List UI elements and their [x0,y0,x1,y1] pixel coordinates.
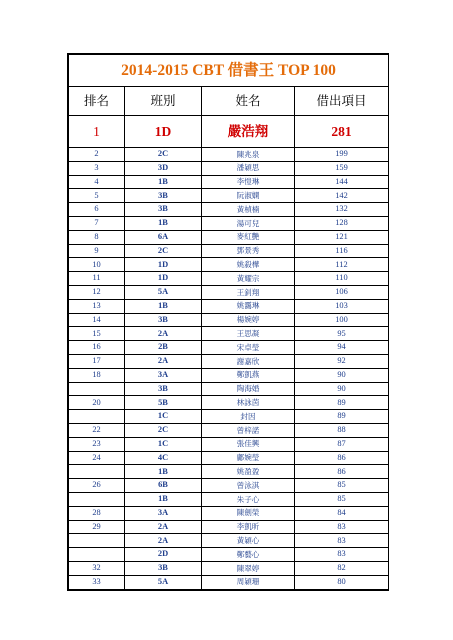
count-cell: 106 [295,285,389,299]
count-cell: 128 [295,216,389,230]
class-cell: 3B [125,313,202,327]
rank-cell: 14 [69,313,125,327]
name-cell: 謝嘉欣 [202,354,295,368]
table-row [69,313,389,327]
name-cell: 姚盈盈 [202,465,295,479]
class-cell: 2D [125,548,202,562]
name-cell: 封因 [202,410,295,424]
table-row [69,299,389,313]
name-cell: 黃穎心 [202,534,295,548]
name-cell: 宋卓瑩 [202,341,295,355]
table-row [69,244,389,258]
rank-cell [69,492,125,506]
count-cell: 85 [295,479,389,493]
count-cell: 90 [295,368,389,382]
class-cell: 2B [125,341,202,355]
name-cell: 陳兆泉 [202,148,295,162]
table-row [69,437,389,451]
count-cell: 90 [295,382,389,396]
column-header-name: 姓名 [202,87,295,116]
rank-cell: 11 [69,272,125,286]
class-cell: 1B [125,492,202,506]
name-cell: 楊婉婷 [202,313,295,327]
count-cell: 86 [295,451,389,465]
rank-cell [69,534,125,548]
name-cell: 張佳興 [202,437,295,451]
table-row [69,451,389,465]
rank-cell: 26 [69,479,125,493]
table-row [69,285,389,299]
rank-cell: 9 [69,244,125,258]
name-cell: 姚靄琳 [202,299,295,313]
table-row [69,465,389,479]
class-cell: 2C [125,423,202,437]
rank-cell: 7 [69,216,125,230]
name-cell: 湯可兒 [202,216,295,230]
top-reader-row [69,116,389,148]
table-row [69,479,389,493]
class-cell: 1D [125,258,202,272]
count-cell: 199 [295,148,389,162]
rank-cell: 33 [69,575,125,589]
rank-cell: 24 [69,451,125,465]
table-row [69,230,389,244]
class-cell: 5B [125,396,202,410]
name-cell: 姚殺樺 [202,258,295,272]
rank-cell: 10 [69,258,125,272]
count-cell: 80 [295,575,389,589]
column-header-count: 借出項目 [295,87,389,116]
name-cell: 曾泳淇 [202,479,295,493]
class-cell: 3A [125,506,202,520]
name-cell: 陶海婚 [202,382,295,396]
table-row [69,382,389,396]
rank-cell: 15 [69,327,125,341]
header-row [69,87,389,116]
name-cell: 阮淑嫻 [202,189,295,203]
class-cell: 3B [125,561,202,575]
class-cell: 4C [125,451,202,465]
count-cell: 110 [295,272,389,286]
rank-cell: 23 [69,437,125,451]
class-cell: 2C [125,244,202,258]
count-cell: 83 [295,520,389,534]
table-row [69,175,389,189]
count-cell: 83 [295,534,389,548]
rank-cell: 28 [69,506,125,520]
table-row [69,548,389,562]
rank-cell: 22 [69,423,125,437]
class-cell: 2A [125,520,202,534]
name-cell: 李凱昕 [202,520,295,534]
rank-cell: 20 [69,396,125,410]
count-cell: 94 [295,341,389,355]
count-cell: 142 [295,189,389,203]
class-cell: 2A [125,534,202,548]
name-cell: 潘穎思 [202,161,295,175]
name-cell: 王釗翔 [202,285,295,299]
table-row [69,203,389,217]
name-cell: 鄧景秀 [202,244,295,258]
name-cell: 李愷琳 [202,175,295,189]
class-cell: 1B [125,216,202,230]
name-cell: 陳翠婷 [202,561,295,575]
rank-cell: 13 [69,299,125,313]
count-cell: 89 [295,396,389,410]
ranking-table [68,54,389,590]
rank-cell: 2 [69,148,125,162]
table-row [69,258,389,272]
top-rank: 1 [69,116,125,148]
class-cell: 5A [125,575,202,589]
class-cell: 2A [125,354,202,368]
class-cell: 3A [125,368,202,382]
table-row [69,327,389,341]
table-row [69,534,389,548]
table-row [69,272,389,286]
table-row [69,492,389,506]
table-row [69,148,389,162]
table-row [69,575,389,589]
rank-cell [69,382,125,396]
class-cell: 5A [125,285,202,299]
class-cell: 1B [125,175,202,189]
class-cell: 1D [125,272,202,286]
count-cell: 88 [295,423,389,437]
class-cell: 1B [125,299,202,313]
table-row [69,216,389,230]
name-cell: 黃耀宗 [202,272,295,286]
class-cell: 3B [125,203,202,217]
rank-cell: 29 [69,520,125,534]
count-cell: 121 [295,230,389,244]
rank-cell: 12 [69,285,125,299]
top-class: 1D [125,116,202,148]
class-cell: 6B [125,479,202,493]
count-cell: 82 [295,561,389,575]
table-row [69,410,389,424]
name-cell: 朱子心 [202,492,295,506]
table-row [69,354,389,368]
column-header-class: 班別 [125,87,202,116]
table-row [69,506,389,520]
class-cell: 3B [125,189,202,203]
class-cell: 1B [125,465,202,479]
count-cell: 159 [295,161,389,175]
name-cell: 陳劍榮 [202,506,295,520]
class-cell: 3D [125,161,202,175]
table-row [69,189,389,203]
table-row [69,561,389,575]
column-header-rank: 排名 [69,87,125,116]
count-cell: 87 [295,437,389,451]
table-row [69,423,389,437]
rank-cell: 3 [69,161,125,175]
class-cell: 3B [125,382,202,396]
name-cell: 黃楨楠 [202,203,295,217]
class-cell: 2C [125,148,202,162]
rank-cell: 6 [69,203,125,217]
rank-cell [69,410,125,424]
class-cell: 1C [125,410,202,424]
count-cell: 85 [295,492,389,506]
count-cell: 112 [295,258,389,272]
top-name: 嚴浩翔 [202,116,295,148]
rank-cell: 18 [69,368,125,382]
count-cell: 89 [295,410,389,424]
name-cell: 周穎珊 [202,575,295,589]
rank-cell [69,465,125,479]
title-row [69,55,389,87]
ranking-sheet [67,53,389,591]
rank-cell: 4 [69,175,125,189]
name-cell: 鄺婉瑩 [202,451,295,465]
table-row [69,520,389,534]
table-row [69,161,389,175]
count-cell: 95 [295,327,389,341]
name-cell: 鄭凱燕 [202,368,295,382]
class-cell: 6A [125,230,202,244]
count-cell: 92 [295,354,389,368]
count-cell: 116 [295,244,389,258]
count-cell: 83 [295,548,389,562]
top-count: 281 [295,116,389,148]
rank-cell: 5 [69,189,125,203]
count-cell: 100 [295,313,389,327]
table-row [69,341,389,355]
name-cell: 麥紅艷 [202,230,295,244]
name-cell: 王思凝 [202,327,295,341]
rank-cell: 16 [69,341,125,355]
name-cell: 鄭藝心 [202,548,295,562]
rank-cell: 8 [69,230,125,244]
name-cell: 曾梓諾 [202,423,295,437]
rank-cell: 17 [69,354,125,368]
class-cell: 2A [125,327,202,341]
name-cell: 林詠茵 [202,396,295,410]
page-title: 2014-2015 CBT 借書王 TOP 100 [69,55,389,87]
count-cell: 132 [295,203,389,217]
table-row [69,368,389,382]
rank-cell: 32 [69,561,125,575]
count-cell: 144 [295,175,389,189]
rank-cell [69,548,125,562]
count-cell: 84 [295,506,389,520]
count-cell: 103 [295,299,389,313]
class-cell: 1C [125,437,202,451]
count-cell: 86 [295,465,389,479]
table-row [69,396,389,410]
